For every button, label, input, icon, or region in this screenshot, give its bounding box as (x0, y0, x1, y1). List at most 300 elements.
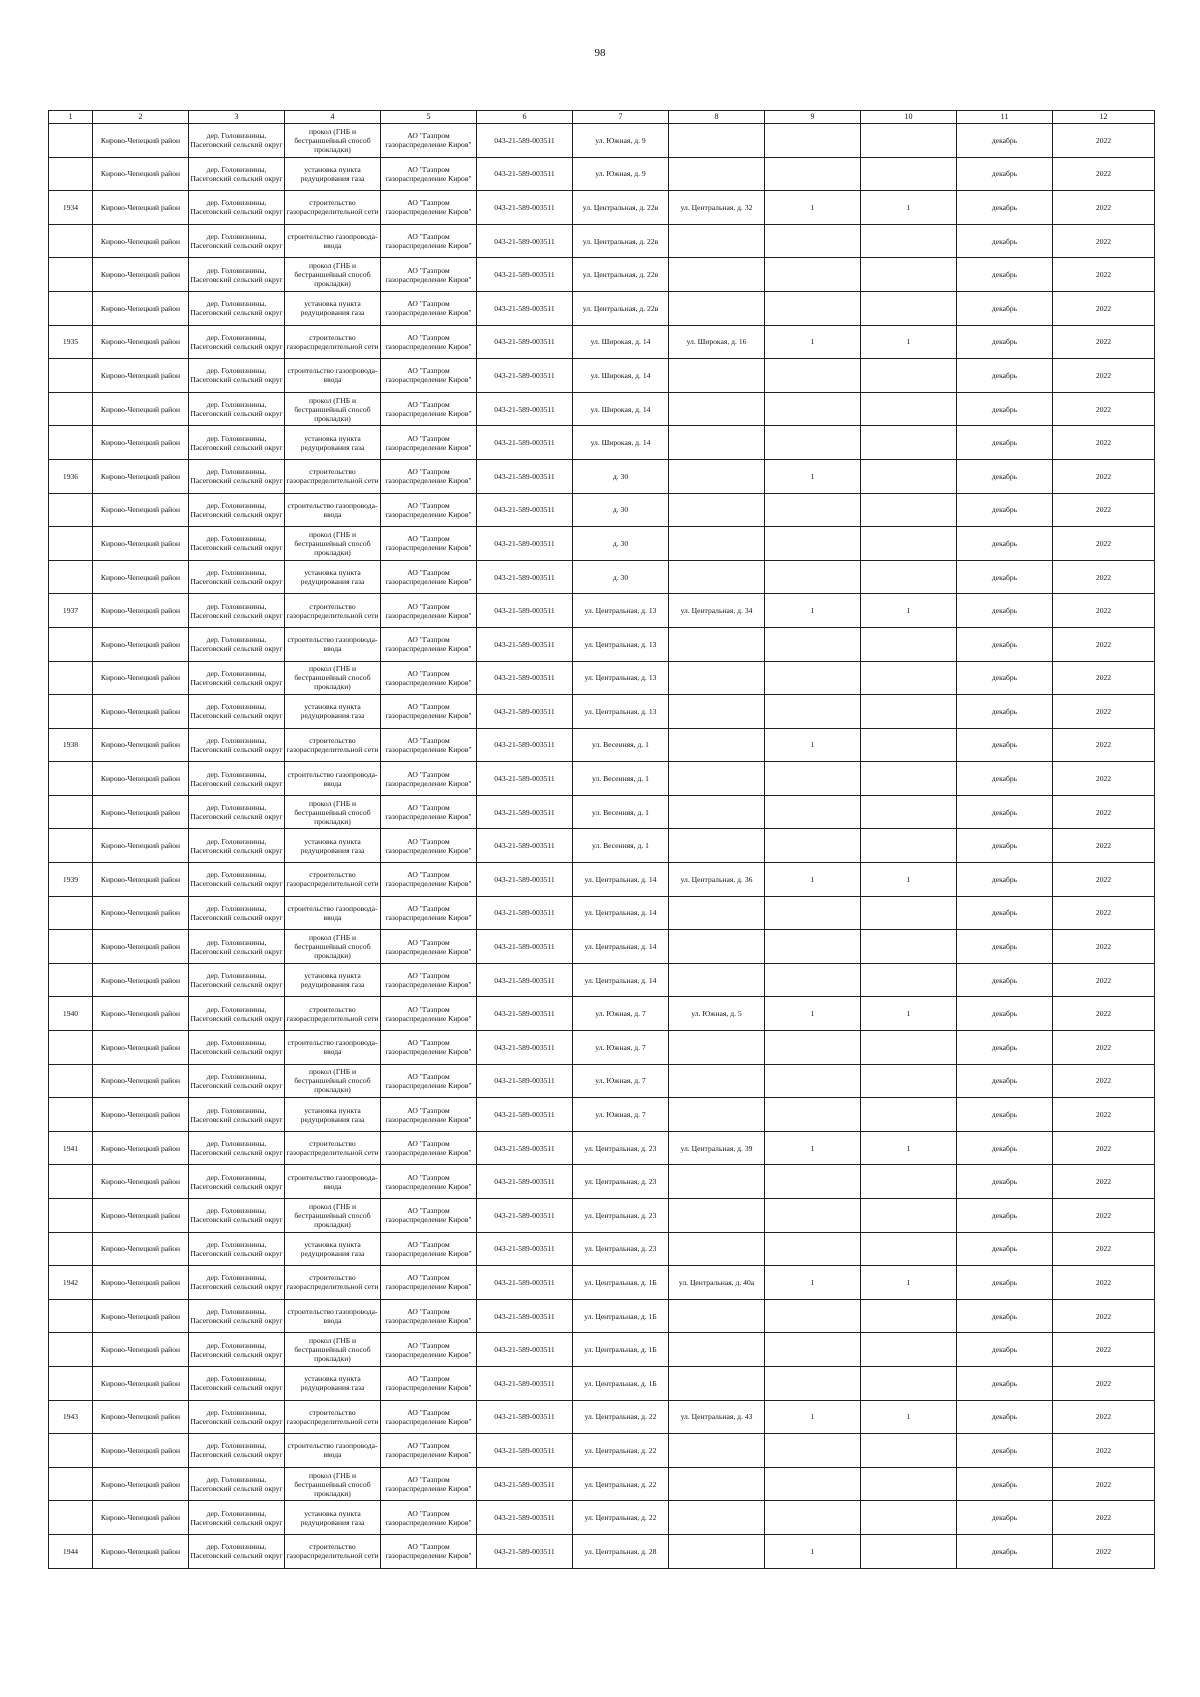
address-cell-text: ул. Центральная, д. 14 (584, 908, 657, 918)
district-cell-text: Кирово-Чепецкий район (100, 1311, 181, 1321)
row-number-cell-text: 1939 (62, 874, 79, 884)
address-2-cell (669, 896, 765, 930)
code-cell (477, 258, 573, 292)
work-type-cell-text: строительство газопровода-ввода (287, 635, 378, 654)
address-2-cell (669, 258, 765, 292)
year-cell (1053, 1467, 1155, 1501)
month-cell-text: декабрь (991, 1345, 1018, 1355)
operator-cell-text: АО "Газпром газораспределение Киров" (385, 1038, 472, 1057)
year-cell (1053, 896, 1155, 930)
address-cell-text: ул. Центральная, д. 13 (584, 639, 657, 649)
count-col10-cell (861, 1131, 957, 1165)
table-row (49, 997, 1155, 1031)
address-2-cell (669, 1400, 765, 1434)
year-cell (1053, 157, 1155, 191)
code-cell (477, 1199, 573, 1233)
work-type-cell-text: строительство газораспределительной сети (286, 601, 379, 620)
year-cell-text: 2022 (1095, 740, 1112, 750)
year-cell-text: 2022 (1095, 874, 1112, 884)
operator-cell-text: АО "Газпром газораспределение Киров" (385, 1139, 472, 1158)
address-cell (573, 1299, 669, 1333)
district-cell-text: Кирово-Чепецкий район (100, 706, 181, 716)
address-cell-text: д. 30 (612, 538, 629, 548)
month-cell (957, 1501, 1053, 1535)
operator-cell (381, 1366, 477, 1400)
count-col10-cell (861, 963, 957, 997)
row-number-cell (49, 762, 93, 796)
district-cell-text: Кирово-Чепецкий район (100, 1345, 181, 1355)
district-cell (93, 1299, 189, 1333)
month-cell-text: декабрь (991, 1513, 1018, 1523)
month-cell-text: декабрь (991, 706, 1018, 716)
work-type-cell (285, 829, 381, 863)
count-col9-cell (765, 224, 861, 258)
settlement-cell-text: дер. Головизнины, Пасеговский сельский округ (190, 265, 283, 284)
code-cell (477, 829, 573, 863)
work-type-cell-text: установка пункта редуцирования газа (300, 836, 365, 855)
address-cell (573, 1199, 669, 1233)
row-number-cell (49, 1098, 93, 1132)
year-cell (1053, 1534, 1155, 1568)
district-cell-text: Кирово-Чепецкий район (100, 841, 181, 851)
settlement-cell (189, 1266, 285, 1300)
row-number-cell-text: 1936 (62, 471, 79, 481)
settlement-cell-text: дер. Головизнины, Пасеговский сельский округ (190, 1475, 283, 1494)
table-row (49, 527, 1155, 561)
count-col9-cell (765, 1299, 861, 1333)
month-cell-text: декабрь (991, 606, 1018, 616)
year-cell-text: 2022 (1095, 236, 1112, 246)
address-cell (573, 1031, 669, 1065)
settlement-cell (189, 1534, 285, 1568)
count-col9-cell (765, 1467, 861, 1501)
address-cell-text: ул. Центральная, д. 22в (582, 236, 659, 246)
address-cell-text: ул. Весенняя, д. 1 (592, 841, 649, 851)
settlement-cell-text: дер. Головизнины, Пасеговский сельский округ (190, 1071, 283, 1090)
year-cell (1053, 1266, 1155, 1300)
work-type-cell (285, 1467, 381, 1501)
district-cell (93, 325, 189, 359)
address-cell (573, 224, 669, 258)
table-row (49, 1434, 1155, 1468)
table-row (49, 1064, 1155, 1098)
address-2-cell (669, 863, 765, 897)
code-cell (477, 1534, 573, 1568)
settlement-cell (189, 997, 285, 1031)
code-cell-text: 043-21-589-003511 (494, 1277, 555, 1287)
month-cell-text: декабрь (991, 1042, 1018, 1052)
work-type-cell-text: установка пункта редуцирования газа (300, 433, 365, 452)
settlement-cell (189, 1165, 285, 1199)
settlement-cell (189, 930, 285, 964)
address-2-cell (669, 728, 765, 762)
address-cell (573, 560, 669, 594)
settlement-cell (189, 728, 285, 762)
settlement-cell-text: дер. Головизнины, Пасеговский сельский округ (190, 164, 283, 183)
code-cell-text: 043-21-589-003511 (494, 1378, 555, 1388)
month-cell-text: декабрь (991, 1546, 1018, 1556)
month-cell-text: декабрь (991, 337, 1018, 347)
table-row (49, 392, 1155, 426)
address-cell (573, 1501, 669, 1535)
settlement-cell (189, 224, 285, 258)
district-cell (93, 829, 189, 863)
operator-cell (381, 258, 477, 292)
address-2-cell-text: ул. Центральная, д. 39 (680, 1143, 753, 1153)
work-type-cell (285, 459, 381, 493)
month-cell-text: декабрь (991, 1277, 1018, 1287)
code-cell-text: 043-21-589-003511 (494, 1110, 555, 1120)
year-cell (1053, 1400, 1155, 1434)
address-cell-text: ул. Центральная, д. 1Б (584, 1345, 657, 1355)
address-2-cell-text: ул. Широкая, д. 16 (686, 337, 747, 347)
address-2-cell (669, 1299, 765, 1333)
operator-cell-text: АО "Газпром газораспределение Киров" (385, 1542, 472, 1561)
work-type-cell-text: установка пункта редуцирования газа (300, 1374, 365, 1393)
address-2-cell (669, 1098, 765, 1132)
work-type-cell (285, 426, 381, 460)
district-cell (93, 1501, 189, 1535)
row-number-cell-text: 1937 (62, 606, 79, 616)
count-col10-cell (861, 1501, 957, 1535)
count-col9-cell (765, 1434, 861, 1468)
column-header: 8 (669, 111, 765, 124)
table-row (49, 930, 1155, 964)
code-cell-text: 043-21-589-003511 (494, 740, 555, 750)
address-cell-text: д. 30 (612, 471, 629, 481)
district-cell-text: Кирово-Чепецкий район (100, 236, 181, 246)
year-cell (1053, 762, 1155, 796)
table-row (49, 157, 1155, 191)
address-cell (573, 459, 669, 493)
district-cell (93, 1400, 189, 1434)
table-row (49, 258, 1155, 292)
address-2-cell (669, 963, 765, 997)
district-cell-text: Кирово-Чепецкий район (100, 1244, 181, 1254)
district-cell-text: Кирово-Чепецкий район (100, 471, 181, 481)
operator-cell (381, 325, 477, 359)
year-cell (1053, 224, 1155, 258)
work-type-cell-text: строительство газораспределительной сети (286, 1542, 379, 1561)
address-cell (573, 1400, 669, 1434)
address-cell (573, 493, 669, 527)
year-cell-text: 2022 (1095, 1277, 1112, 1287)
year-cell (1053, 863, 1155, 897)
year-cell (1053, 1232, 1155, 1266)
operator-cell (381, 930, 477, 964)
code-cell (477, 493, 573, 527)
address-2-cell (669, 325, 765, 359)
work-type-cell (285, 560, 381, 594)
year-cell (1053, 124, 1155, 158)
settlement-cell (189, 1501, 285, 1535)
work-type-cell (285, 1534, 381, 1568)
settlement-cell (189, 762, 285, 796)
work-type-cell (285, 1333, 381, 1367)
address-2-cell (669, 627, 765, 661)
district-cell (93, 124, 189, 158)
code-cell (477, 863, 573, 897)
column-header: 1 (49, 111, 93, 124)
operator-cell (381, 459, 477, 493)
district-cell-text: Кирово-Чепецкий район (100, 438, 181, 448)
code-cell-text: 043-21-589-003511 (494, 807, 555, 817)
address-cell (573, 124, 669, 158)
work-type-cell (285, 695, 381, 729)
address-cell-text: ул. Центральная, д. 1Б (584, 1378, 657, 1388)
table-row (49, 1534, 1155, 1568)
work-type-cell (285, 963, 381, 997)
year-cell (1053, 1064, 1155, 1098)
month-cell (957, 124, 1053, 158)
settlement-cell (189, 627, 285, 661)
settlement-cell (189, 896, 285, 930)
table-row (49, 762, 1155, 796)
month-cell-text: декабрь (991, 740, 1018, 750)
month-cell (957, 1031, 1053, 1065)
count-col9-cell (765, 1366, 861, 1400)
count-col9-cell (765, 1199, 861, 1233)
count-col10-cell (861, 1266, 957, 1300)
table-row (49, 695, 1155, 729)
operator-cell (381, 1098, 477, 1132)
year-cell (1053, 1131, 1155, 1165)
count-col10-cell (861, 594, 957, 628)
work-type-cell-text: строительство газораспределительной сети (286, 735, 379, 754)
row-number-cell (49, 527, 93, 561)
month-cell (957, 661, 1053, 695)
count-col10-cell-text: 1 (906, 202, 911, 212)
count-col10-cell (861, 1366, 957, 1400)
address-cell (573, 191, 669, 225)
table-row (49, 728, 1155, 762)
address-cell-text: ул. Центральная, д. 13 (584, 606, 657, 616)
code-cell (477, 224, 573, 258)
row-number-cell (49, 359, 93, 393)
code-cell-text: 043-21-589-003511 (494, 1311, 555, 1321)
year-cell (1053, 392, 1155, 426)
year-cell-text: 2022 (1095, 135, 1112, 145)
code-cell (477, 124, 573, 158)
settlement-cell (189, 124, 285, 158)
operator-cell-text: АО "Газпром газораспределение Киров" (385, 668, 472, 687)
month-cell (957, 157, 1053, 191)
code-cell (477, 1165, 573, 1199)
row-number-cell (49, 1064, 93, 1098)
month-cell-text: декабрь (991, 1110, 1018, 1120)
year-cell-text: 2022 (1095, 337, 1112, 347)
code-cell-text: 043-21-589-003511 (494, 236, 555, 246)
address-cell (573, 762, 669, 796)
operator-cell-text: АО "Газпром газораспределение Киров" (385, 299, 472, 318)
month-cell (957, 258, 1053, 292)
work-type-cell (285, 1165, 381, 1199)
count-col10-cell-text: 1 (906, 874, 911, 884)
work-type-cell (285, 291, 381, 325)
district-cell-text: Кирово-Чепецкий район (100, 942, 181, 952)
address-cell-text: ул. Центральная, д. 1Б (584, 1311, 657, 1321)
district-cell (93, 1199, 189, 1233)
code-cell (477, 695, 573, 729)
district-cell (93, 1064, 189, 1098)
district-cell (93, 1434, 189, 1468)
table-row (49, 224, 1155, 258)
settlement-cell (189, 359, 285, 393)
operator-cell-text: АО "Газпром газораспределение Киров" (385, 198, 472, 217)
work-type-cell-text: прокол (ГНБ и бестраншейный способ прокладки) (294, 261, 371, 289)
settlement-cell-text: дер. Головизнины, Пасеговский сельский округ (190, 433, 283, 452)
month-cell-text: декабрь (991, 841, 1018, 851)
count-col10-cell (861, 1434, 957, 1468)
work-type-cell (285, 762, 381, 796)
month-cell (957, 762, 1053, 796)
work-type-cell (285, 863, 381, 897)
table-row (49, 191, 1155, 225)
count-col9-cell (765, 392, 861, 426)
operator-cell (381, 1266, 477, 1300)
address-cell-text: ул. Центральная, д. 22в (582, 270, 659, 280)
count-col9-cell-text: 1 (810, 471, 815, 481)
work-type-cell-text: прокол (ГНБ и бестраншейный способ прокладки) (294, 1336, 371, 1364)
operator-cell (381, 124, 477, 158)
count-col10-cell (861, 359, 957, 393)
work-type-cell-text: прокол (ГНБ и бестраншейный способ прокладки) (294, 1067, 371, 1095)
work-type-cell-text: строительство газопровода-ввода (287, 1441, 378, 1460)
code-cell-text: 043-21-589-003511 (494, 1244, 555, 1254)
table-body (49, 124, 1155, 1569)
district-cell-text: Кирово-Чепецкий район (100, 1076, 181, 1086)
count-col9-cell (765, 359, 861, 393)
table-row (49, 1333, 1155, 1367)
district-cell-text: Кирово-Чепецкий район (100, 337, 181, 347)
district-cell-text: Кирово-Чепецкий район (100, 1513, 181, 1523)
operator-cell (381, 896, 477, 930)
work-type-cell-text: строительство газораспределительной сети (286, 198, 379, 217)
code-cell-text: 043-21-589-003511 (494, 1177, 555, 1187)
work-type-cell-text: строительство газопровода-ввода (287, 1172, 378, 1191)
address-cell-text: ул. Южная, д. 9 (595, 135, 646, 145)
count-col10-cell (861, 1333, 957, 1367)
code-cell-text: 043-21-589-003511 (494, 1143, 555, 1153)
address-cell (573, 1333, 669, 1367)
address-cell-text: ул. Широкая, д. 14 (590, 438, 651, 448)
operator-cell-text: АО "Газпром газораспределение Киров" (385, 433, 472, 452)
count-col10-cell (861, 493, 957, 527)
column-header: 11 (957, 111, 1053, 124)
district-cell-text: Кирово-Чепецкий район (100, 908, 181, 918)
row-number-cell (49, 997, 93, 1031)
work-type-cell-text: строительство газопровода-ввода (287, 500, 378, 519)
settlement-cell-text: дер. Головизнины, Пасеговский сельский округ (190, 198, 283, 217)
address-cell (573, 1467, 669, 1501)
year-cell-text: 2022 (1095, 1412, 1112, 1422)
operator-cell-text: АО "Газпром газораспределение Киров" (385, 702, 472, 721)
operator-cell (381, 762, 477, 796)
operator-cell-text: АО "Газпром газораспределение Киров" (385, 1004, 472, 1023)
address-2-cell-text: ул. Центральная, д. 32 (680, 202, 753, 212)
code-cell (477, 1031, 573, 1065)
settlement-cell (189, 594, 285, 628)
year-cell-text: 2022 (1095, 505, 1112, 515)
work-type-cell (285, 627, 381, 661)
district-cell (93, 157, 189, 191)
year-cell-text: 2022 (1095, 1546, 1112, 1556)
count-col9-cell (765, 728, 861, 762)
count-col9-cell-text: 1 (810, 1277, 815, 1287)
year-cell-text: 2022 (1095, 1244, 1112, 1254)
code-cell-text: 043-21-589-003511 (494, 505, 555, 515)
month-cell (957, 191, 1053, 225)
year-cell-text: 2022 (1095, 706, 1112, 716)
settlement-cell (189, 1064, 285, 1098)
district-cell-text: Кирово-Чепецкий район (100, 1546, 181, 1556)
column-header: 10 (861, 111, 957, 124)
district-cell (93, 1131, 189, 1165)
month-cell-text: декабрь (991, 1076, 1018, 1086)
address-cell-text: ул. Центральная, д. 14 (584, 874, 657, 884)
count-col9-cell-text: 1 (810, 1546, 815, 1556)
count-col9-cell (765, 493, 861, 527)
month-cell-text: декабрь (991, 1244, 1018, 1254)
address-cell-text: ул. Весенняя, д. 1 (592, 807, 649, 817)
work-type-cell-text: прокол (ГНБ и бестраншейный способ прокладки) (294, 1201, 371, 1229)
address-2-cell (669, 1199, 765, 1233)
code-cell (477, 426, 573, 460)
address-cell (573, 963, 669, 997)
year-cell (1053, 191, 1155, 225)
count-col9-cell (765, 527, 861, 561)
address-2-cell (669, 426, 765, 460)
address-cell (573, 1165, 669, 1199)
settlement-cell-text: дер. Головизнины, Пасеговский сельский округ (190, 1441, 283, 1460)
address-2-cell (669, 1064, 765, 1098)
year-cell (1053, 1199, 1155, 1233)
row-number-cell (49, 459, 93, 493)
count-col9-cell (765, 560, 861, 594)
address-cell-text: ул. Широкая, д. 14 (590, 337, 651, 347)
operator-cell (381, 157, 477, 191)
address-2-cell (669, 1467, 765, 1501)
work-type-cell-text: прокол (ГНБ и бестраншейный способ прокладки) (294, 664, 371, 692)
address-2-cell (669, 795, 765, 829)
address-cell (573, 359, 669, 393)
address-2-cell (669, 829, 765, 863)
column-number-header-row (49, 111, 1155, 124)
operator-cell-text: АО "Газпром газораспределение Киров" (385, 937, 472, 956)
work-type-cell-text: установка пункта редуцирования газа (300, 971, 365, 990)
year-cell (1053, 1434, 1155, 1468)
address-2-cell (669, 1434, 765, 1468)
row-number-cell (49, 325, 93, 359)
address-cell (573, 997, 669, 1031)
count-col10-cell (861, 258, 957, 292)
operator-cell (381, 493, 477, 527)
operator-cell (381, 627, 477, 661)
district-cell-text: Кирово-Чепецкий район (100, 1479, 181, 1489)
address-2-cell-text: ул. Центральная, д. 34 (680, 606, 753, 616)
month-cell-text: декабрь (991, 673, 1018, 683)
settlement-cell-text: дер. Головизнины, Пасеговский сельский округ (190, 1340, 283, 1359)
count-col10-cell (861, 1064, 957, 1098)
code-cell-text: 043-21-589-003511 (494, 1479, 555, 1489)
code-cell-text: 043-21-589-003511 (494, 438, 555, 448)
address-2-cell (669, 224, 765, 258)
district-cell (93, 1232, 189, 1266)
count-col9-cell (765, 627, 861, 661)
address-cell-text: ул. Центральная, д. 23 (584, 1210, 657, 1220)
district-cell-text: Кирово-Чепецкий район (100, 202, 181, 212)
address-2-cell (669, 997, 765, 1031)
